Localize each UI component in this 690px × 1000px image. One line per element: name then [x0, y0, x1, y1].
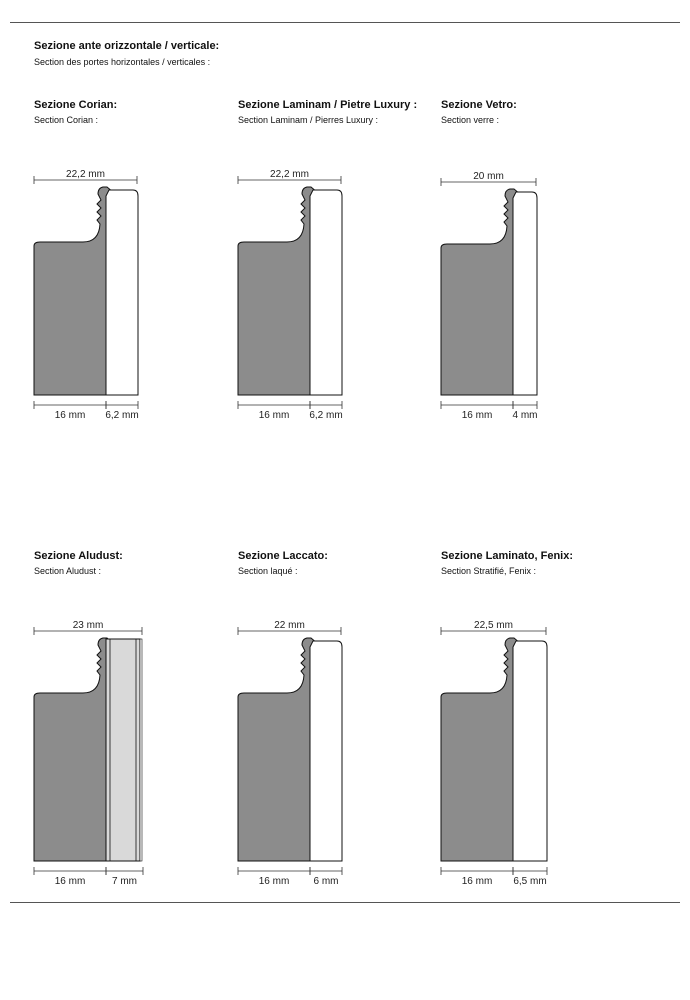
right-dimension-label: 7 mm — [112, 876, 137, 887]
section-profile-drawing — [238, 550, 428, 895]
section-subtitle: Section laqué : — [238, 566, 298, 576]
section-title: Sezione Laminato, Fenix: — [441, 550, 574, 562]
door-panel — [310, 190, 342, 395]
section-laminam — [238, 99, 428, 429]
door-panel — [513, 641, 547, 861]
section-profile-drawing — [238, 99, 428, 429]
section-profile-drawing — [34, 550, 224, 895]
section-laminato-fenix — [441, 550, 631, 895]
aludust-panel-backing — [140, 639, 142, 861]
left-dimension-label: 16 mm — [54, 410, 86, 421]
door-panel — [513, 192, 537, 395]
aluminium-profile — [238, 187, 317, 395]
right-dimension-label: 6,2 mm — [105, 410, 139, 421]
section-subtitle: Section Aludust : — [34, 566, 102, 576]
aluminium-profile — [441, 638, 520, 861]
door-panel — [106, 190, 138, 395]
top-rule — [10, 22, 680, 23]
top-dimension-label: 22,5 mm — [474, 620, 513, 631]
aluminium-profile — [34, 638, 113, 861]
section-subtitle: Section Corian : — [34, 115, 99, 125]
section-title: Sezione Corian: — [34, 99, 118, 111]
section-aludust — [34, 550, 224, 895]
section-profile-drawing — [34, 99, 224, 429]
section-subtitle: Section Stratifié, Fenix : — [441, 566, 537, 576]
left-dimension-label: 16 mm — [54, 876, 86, 887]
bottom-rule — [10, 902, 680, 903]
section-subtitle: Section Laminam / Pierres Luxury : — [238, 115, 379, 125]
section-laccato — [238, 550, 428, 895]
page-title: Sezione ante orizzontale / verticale: — [34, 40, 220, 52]
aluminium-profile — [238, 638, 317, 861]
right-dimension-label: 6 mm — [313, 876, 339, 887]
section-profile-drawing — [441, 99, 631, 429]
section-title: Sezione Laminam / Pietre Luxury : — [238, 99, 418, 111]
section-vetro — [441, 99, 631, 429]
aluminium-profile — [34, 187, 113, 395]
door-panel — [310, 641, 342, 861]
right-dimension-label: 4 mm — [512, 410, 538, 421]
section-subtitle: Section verre : — [441, 115, 500, 125]
aludust-panel — [106, 639, 140, 861]
right-dimension-label: 6,5 mm — [513, 876, 547, 887]
left-dimension-label: 16 mm — [461, 876, 493, 887]
section-profile-drawing — [441, 550, 631, 895]
top-dimension-label: 20 mm — [473, 171, 504, 182]
right-dimension-label: 6,2 mm — [309, 410, 343, 421]
section-title: Sezione Vetro: — [441, 99, 517, 111]
section-title: Sezione Aludust: — [34, 550, 123, 562]
top-dimension-label: 22,2 mm — [66, 169, 105, 180]
top-dimension-label: 22 mm — [274, 620, 305, 631]
left-dimension-label: 16 mm — [258, 876, 290, 887]
top-dimension-label: 22,2 mm — [270, 169, 309, 180]
top-dimension-label: 23 mm — [72, 620, 104, 631]
section-corian — [34, 99, 224, 429]
left-dimension-label: 16 mm — [258, 410, 290, 421]
section-title: Sezione Laccato: — [238, 550, 328, 562]
aluminium-profile — [441, 189, 520, 395]
left-dimension-label: 16 mm — [461, 410, 493, 421]
page-subtitle: Section des portes horizontales / verticales : — [34, 57, 211, 67]
